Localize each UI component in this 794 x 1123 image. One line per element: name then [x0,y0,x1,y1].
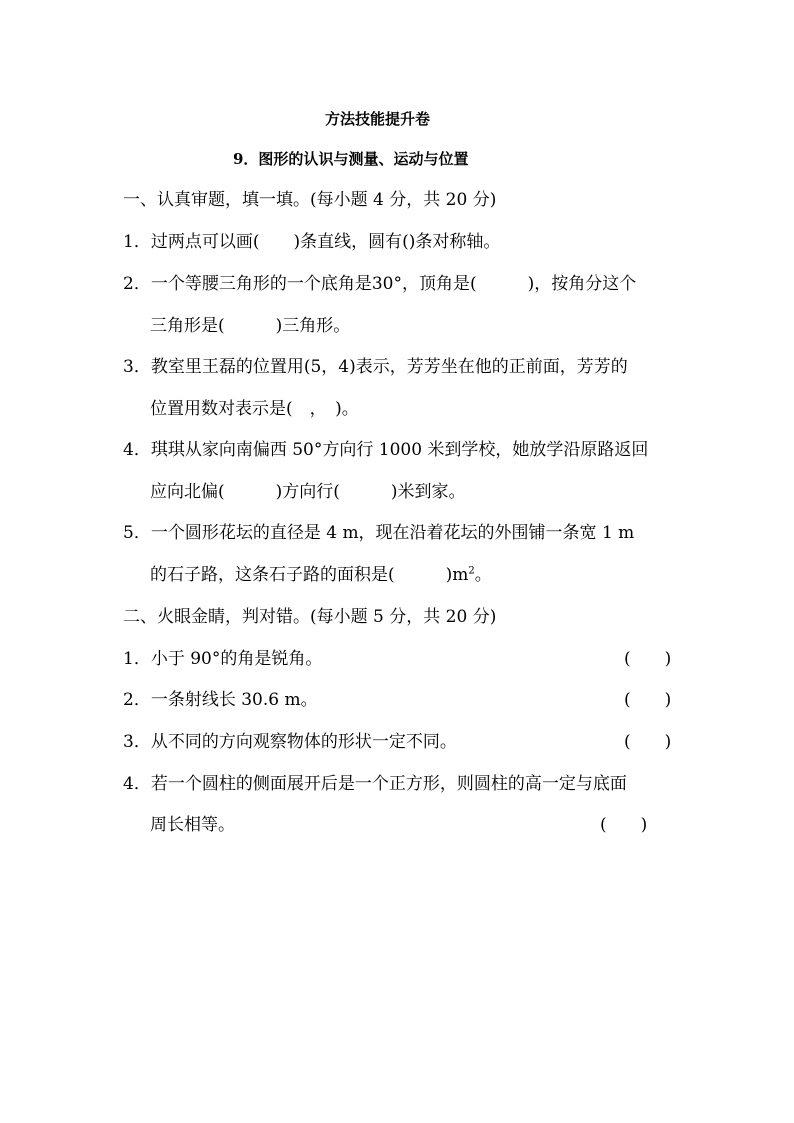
s1-question-5-text: 的石子路，这条石子路的面积是( )m [150,565,469,585]
page-subtitle: 9．图形的认识与测量、运动与位置 [233,150,469,168]
s1-question-5-line-1: 5．一个圆形花坛的直径是 4 m，现在沿着花坛的外围铺一条宽 1 m [123,523,635,543]
s1-question-2-line-1: 2．一个等腰三角形的一个底角是30°，顶角是( )，按角分这个 [123,274,637,294]
page-title: 方法技能提升卷 [325,110,431,128]
s2-question-4-line-1: 4．若一个圆柱的侧面展开后是一个正方形，则圆柱的高一定与底面 [123,774,627,794]
s1-question-4-line-2: 应向北偏( )方向行( )米到家。 [150,482,466,502]
s1-question-3-line-1: 3．教室里王磊的位置用(5，4)表示，芳芳坐在他的正前面，芳芳的 [123,357,628,377]
s2-answer-blank-2[interactable]: ( ) [624,690,672,710]
s2-question-3: 3．从不同的方向观察物体的形状一定不同。 [123,732,457,752]
s1-question-5-line-2 [150,563,492,587]
s1-question-3-line-2: 位置用数对表示是( ， )。 [150,399,359,419]
section-2-heading: 二、火眼金睛，判对错。(每小题 5 分，共 20 分) [123,607,497,627]
s1-question-5-superscript: 2 [468,565,475,577]
s2-answer-blank-3[interactable]: ( ) [624,732,672,752]
s1-question-4-line-1: 4．琪琪从家向南偏西 50°方向行 1000 米到学校，她放学沿原路返回 [123,440,649,460]
s2-answer-blank-1[interactable]: ( ) [624,649,672,669]
s2-question-2: 2．一条射线长 30.6 m。 [123,690,318,710]
s1-question-2-line-2: 三角形是( )三角形。 [150,316,351,336]
s1-question-1: 1．过两点可以画( )条直线，圆有()条对称轴。 [123,232,501,252]
section-1-heading: 一、认真审题，填一填。(每小题 4 分，共 20 分) [123,190,497,210]
s2-question-4-line-2: 周长相等。 [150,815,235,835]
s1-question-5-end: 。 [474,565,492,585]
s2-question-1: 1．小于 90°的角是锐角。 [123,649,323,669]
s2-answer-blank-4[interactable]: ( ) [600,815,648,835]
